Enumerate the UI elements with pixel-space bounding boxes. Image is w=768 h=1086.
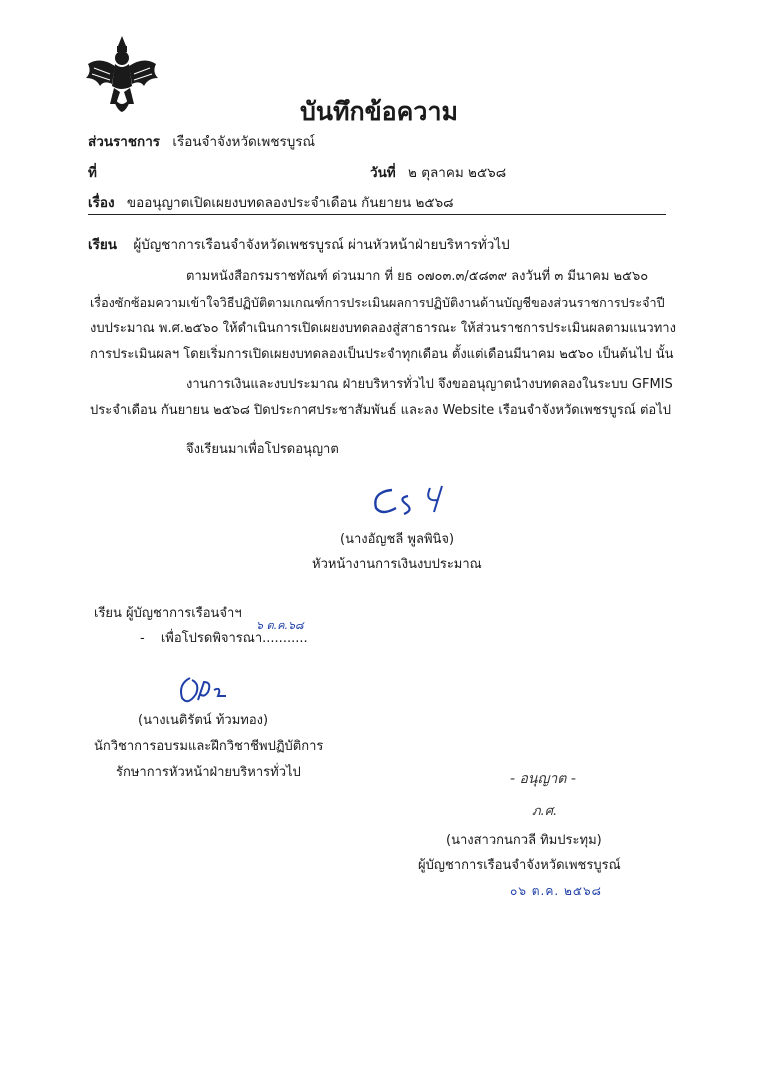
approval-stamp-date: ๐๖ ต.ค. ๒๕๖๘ [510, 884, 602, 898]
approval-mark: ภ.ศ. [532, 804, 558, 819]
approval-note: - อนุญาต - [510, 771, 576, 787]
endorsement-text: เพื่อโปรดพิจารณา [160, 631, 263, 646]
signer1-position: หัวหน้างานการเงินงบประมาณ [312, 557, 482, 572]
signature-1 [368, 482, 468, 520]
body-paragraph-1 [90, 264, 680, 368]
paragraph-line: ประจำเดือน กันยายน ๒๕๖๘ ปิดประกาศประชาสัมพันธ์ และลง Website เรือนจำจังหวัดเพชรบูรณ์ ต่อไป [90, 403, 672, 418]
signer2-name: (นางเนติรัตน์ ท้วมทอง) [138, 713, 269, 728]
body-paragraph-2 [90, 372, 680, 424]
garuda-emblem [82, 34, 162, 116]
header-divider [88, 214, 666, 215]
subject-line [88, 191, 454, 213]
bullet: - [140, 631, 145, 646]
closing-line: จึงเรียนมาเพื่อโปรดอนุญาต [186, 442, 339, 457]
paragraph-line: งานการเงินและงบประมาณ ฝ่ายบริหารทั่วไป จึงขออนุญาตนำงบทดลองในระบบ GFMIS [186, 377, 673, 392]
addressee-label: เรียน [88, 237, 118, 253]
agency-value: เรือนจำจังหวัดเพชรบูรณ์ [172, 134, 316, 150]
ref-label: ที่ [88, 165, 97, 181]
date-label: วันที่ [370, 165, 396, 181]
handwritten-date: ๖ ต.ค.๖๘ [256, 619, 304, 632]
subject-label: เรื่อง [88, 195, 115, 211]
approver-name: (นางสาวกนกวลี ทิมประทุม) [446, 833, 602, 848]
dotted-line: ........... [262, 631, 308, 646]
signer2-position-1: นักวิชาการอบรมและฝึกวิชาชีพปฏิบัติการ [94, 739, 324, 754]
subject-value: ขออนุญาตเปิดเผยงบทดลองประจำเดือน กันยายน ๒๕๖๘ [126, 195, 454, 211]
agency-label: ส่วนราชการ [88, 134, 161, 150]
paragraph-line: งบประมาณ พ.ศ.๒๕๖๐ ให้ดำเนินการเปิดเผยงบทดลองสู่สาธารณะ ให้ส่วนราชการประเมินผลตามแนวทาง [90, 321, 676, 336]
signer2-position-2: รักษาการหัวหน้าฝ่ายบริหารทั่วไป [116, 765, 301, 780]
approver-position: ผู้บัญชาการเรือนจำจังหวัดเพชรบูรณ์ [418, 858, 621, 873]
paragraph-line: ตามหนังสือกรมราชทัณฑ์ ด่วนมาก ที่ ยธ ๐๗๐๓.๓/๕๘๓๙ ลงวันที่ ๓ มีนาคม ๒๕๖๐ [186, 269, 649, 284]
addressee-value: ผู้บัญชาการเรือนจำจังหวัดเพชรบูรณ์ ผ่านหัวหน้าฝ่ายบริหารทั่วไป [133, 237, 510, 253]
paragraph-line: เรื่องซักซ้อมความเข้าใจวิธีปฏิบัติตามเกณฑ์การประเมินผลการปฏิบัติงานด้านบัญชีของส่วนราชการประจำปี [90, 295, 665, 310]
date-value: ๒ ตุลาคม ๒๕๖๘ [408, 165, 507, 181]
addressee-line [88, 233, 510, 255]
memo-title: บันทึกข้อความ [300, 97, 458, 126]
signature-2 [176, 672, 236, 708]
endorsement-to: เรียน ผู้บัญชาการเรือนจำฯ [94, 606, 242, 621]
signer1-name: (นางอัญชลี พูลพินิจ) [340, 532, 455, 547]
date-line [370, 161, 506, 183]
paragraph-line: การประเมินผลฯ โดยเริ่มการเปิดเผยงบทดลองเป็นประจำทุกเดือน ตั้งแต่เดือนมีนาคม ๒๕๖๐ เป็นต้นไป นั้น [90, 347, 674, 362]
agency-line [88, 130, 315, 152]
